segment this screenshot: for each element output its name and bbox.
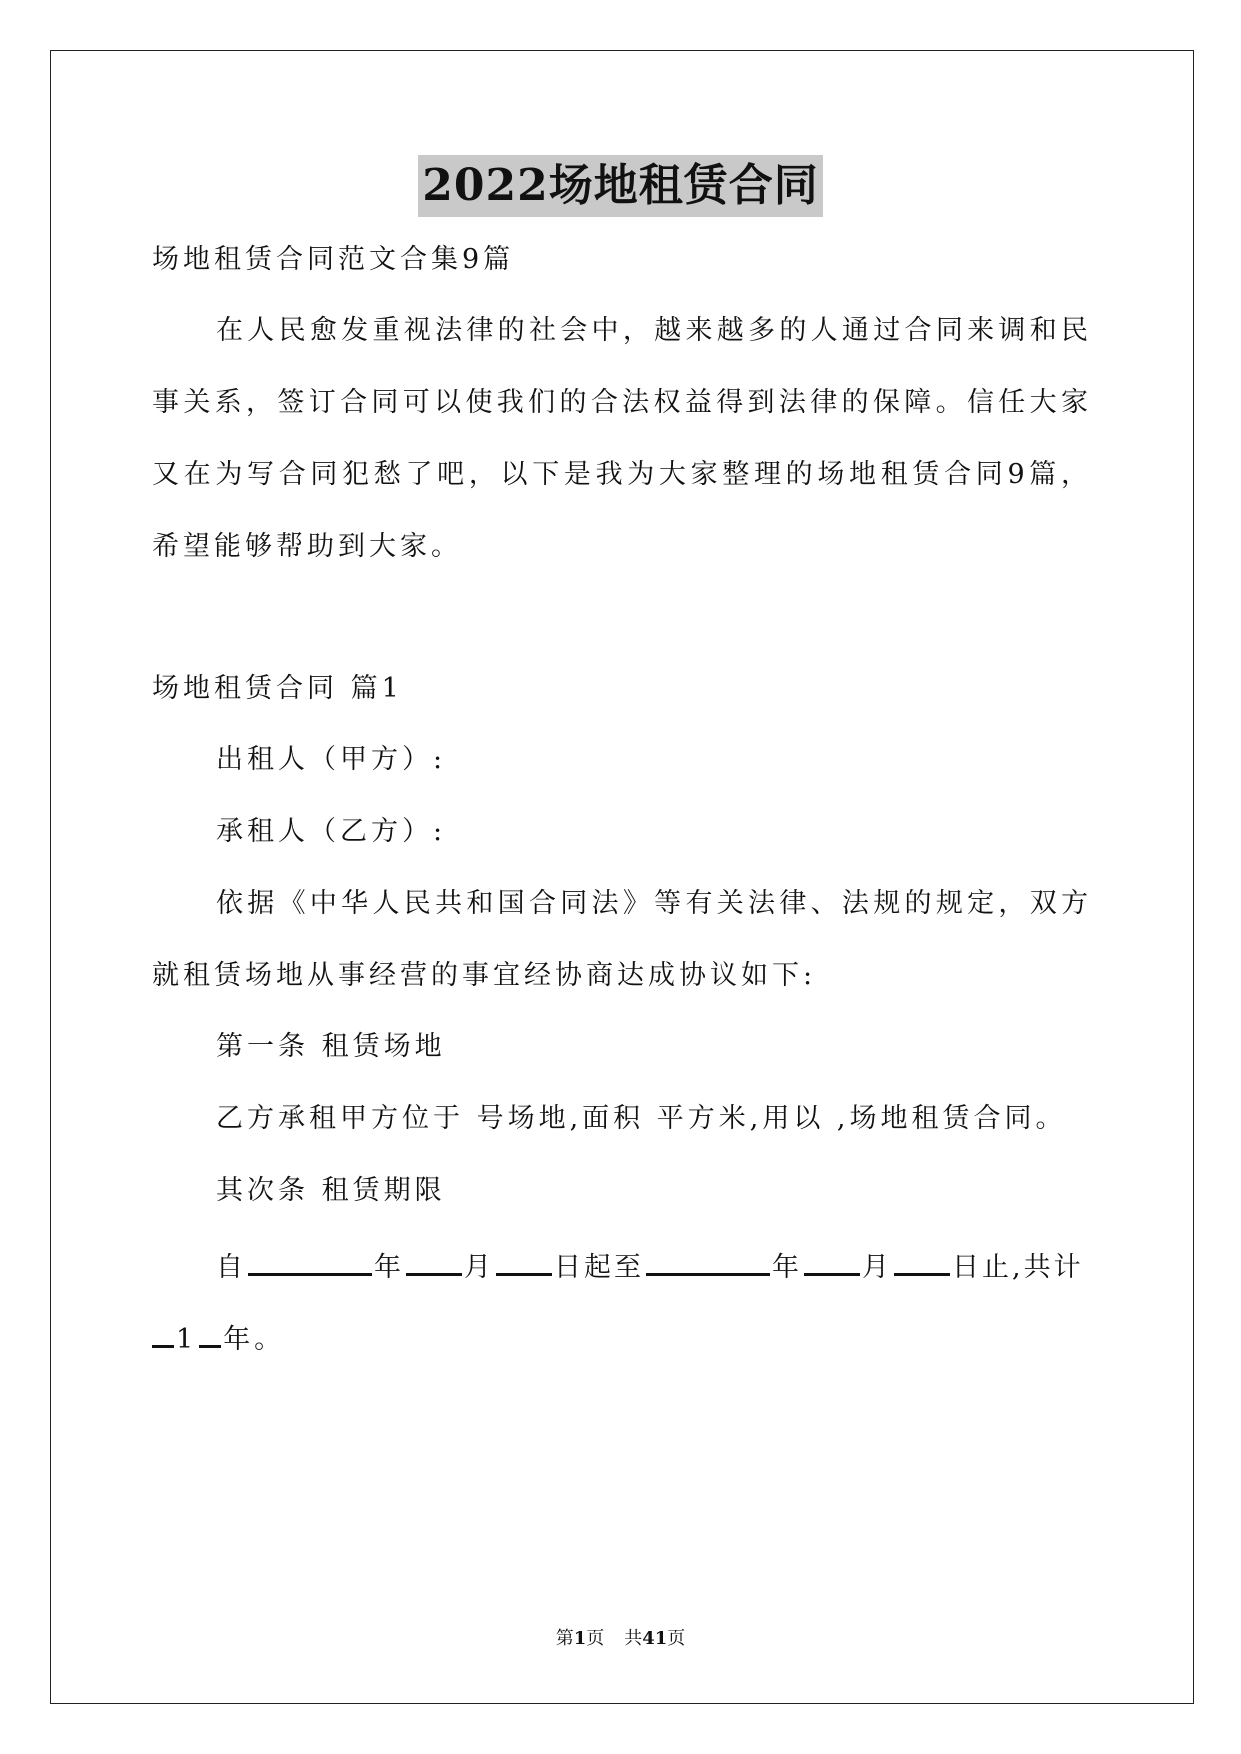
- lessor-line: 出租人（甲方）:: [216, 744, 447, 775]
- term-count: 1: [176, 1324, 198, 1355]
- term-month-1: 月: [464, 1252, 494, 1283]
- blank-start-month: [406, 1245, 462, 1276]
- footer-total-prefix: 共: [624, 1628, 643, 1649]
- term-line: [216, 1245, 1156, 1286]
- document-subtitle: 场地租赁合同范文合集9篇: [152, 244, 515, 275]
- page-footer: [0, 1627, 1241, 1651]
- footer-total-label: 页: [667, 1628, 686, 1649]
- article-1-text: 乙方承租甲方位于 号场地,面积 平方米,用以 ,场地租赁合同。: [216, 1103, 1067, 1134]
- footer-page-label: 页: [586, 1628, 605, 1649]
- blank-start-year: [248, 1245, 372, 1276]
- intro-line-1: 在人民愈发重视法律的社会中，越来越多的人通过合同来调和民: [216, 315, 1092, 346]
- term-year-2: 年: [772, 1252, 802, 1283]
- basis-line-2: 就租赁场地从事经营的事宜经协商达成协议如下:: [152, 960, 817, 991]
- term-day-2: 日止,共计: [952, 1252, 1084, 1283]
- blank-count-right: [199, 1317, 221, 1348]
- blank-end-year: [646, 1245, 770, 1276]
- blank-end-day: [894, 1245, 950, 1276]
- blank-end-month: [804, 1245, 860, 1276]
- term-year-1: 年: [374, 1252, 404, 1283]
- blank-count-left: [152, 1317, 174, 1348]
- intro-line-2: 事关系，签订合同可以使我们的合法权益得到法律的保障。信任大家: [152, 387, 1092, 418]
- term-month-2: 月: [862, 1252, 892, 1283]
- term-from: 自: [216, 1252, 246, 1283]
- footer-page-total: 41: [642, 1628, 668, 1649]
- title-container: [0, 155, 1241, 217]
- intro-line-4: 希望能够帮助到大家。: [152, 531, 462, 562]
- term-unit: 年。: [223, 1324, 286, 1355]
- document-title: 2022场地租赁合同: [418, 155, 822, 217]
- article-1-title: 第一条 租赁场地: [216, 1031, 446, 1062]
- section-heading: 场地租赁合同 篇1: [152, 673, 403, 704]
- blank-start-day: [496, 1245, 552, 1276]
- footer-page-current: 1: [573, 1628, 587, 1649]
- article-2-title: 其次条 租赁期限: [216, 1175, 446, 1206]
- lessee-line: 承租人（乙方）:: [216, 816, 447, 847]
- footer-page-prefix: 第: [555, 1628, 574, 1649]
- intro-line-3: 又在为写合同犯愁了吧，以下是我为大家整理的场地租赁合同9篇，: [152, 459, 1092, 490]
- basis-line-1: 依据《中华人民共和国合同法》等有关法律、法规的规定，双方: [216, 888, 1092, 919]
- term-day-1: 日起至: [554, 1252, 644, 1283]
- term-count-line: [152, 1317, 1092, 1358]
- page-border: [50, 50, 1194, 1704]
